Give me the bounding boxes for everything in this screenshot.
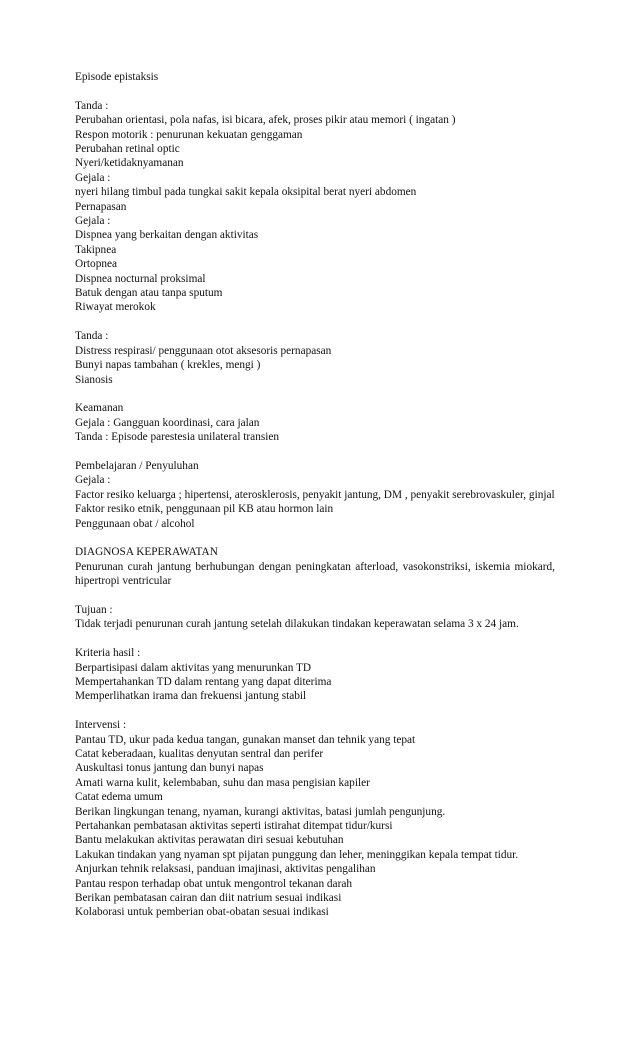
text-line: Bunyi napas tambahan ( krekles, mengi ): [75, 359, 261, 372]
text-line: Pantau respon terhadap obat untuk mengontrol tekanan darah: [75, 877, 352, 890]
blank-line: [75, 387, 555, 401]
text-line: Ortopnea: [75, 258, 118, 271]
document-page: [75, 70, 555, 920]
text-line: Auskultasi tonus jantung dan bunyi napas: [75, 762, 264, 775]
blank-line: [75, 704, 555, 718]
text-line: Berpartisipasi dalam aktivitas yang menurunkan TD: [75, 661, 312, 674]
blank-line: [75, 531, 555, 545]
text-line: Kolaborasi untuk pemberian obat-obatan sesuai indikasi: [75, 906, 329, 919]
text-line: Faktor resiko etnik, penggunaan pil KB atau hormon lain: [75, 503, 334, 516]
text-line: Nyeri/ketidaknyamanan: [75, 157, 184, 170]
text-line: Bantu melakukan aktivitas perawatan diri sesuai kebutuhan: [75, 834, 344, 847]
blank-line: [75, 632, 555, 646]
text-line: Episode epistaksis: [75, 71, 159, 83]
text-line: Keamanan: [75, 402, 124, 415]
text-line: Factor resiko keluarga ; hipertensi, aterosklerosis, penyakit jantung, DM , penyakit serebrovaskuler, ginjal: [75, 488, 555, 501]
blank-line: [75, 315, 555, 329]
text-line: Riwayat merokok: [75, 301, 156, 314]
text-line: Gejala :: [75, 215, 111, 228]
text-line: Sianosis: [75, 373, 113, 386]
text-line: Intervensi :: [75, 719, 127, 732]
text-line: Respon motorik : penurunan kekuatan genggaman: [75, 128, 303, 141]
text-line: Gejala :: [75, 171, 111, 184]
text-line: Gejala :: [75, 474, 111, 487]
text-line: Berikan pembatasan cairan dan diit natrium sesuai indikasi: [75, 892, 342, 905]
text-line: Catat edema umum: [75, 791, 163, 804]
text-line: Tanda :: [75, 330, 109, 343]
text-line: Amati warna kulit, kelembaban, suhu dan masa pengisian kapiler: [75, 776, 370, 789]
text-line: Pertahankan pembatasan aktivitas seperti istirahat ditempat tidur/kursi: [75, 820, 393, 832]
text-line: Tidak terjadi penurunan curah jantung setelah dilakukan tindakan keperawatan selama 3 x 24 jam.: [75, 618, 519, 631]
text-line: Perubahan orientasi, pola nafas, isi bicara, afek, proses pikir atau memori ( ingatan ): [75, 114, 456, 127]
text-line: Berikan lingkungan tenang, nyaman, kurangi aktivitas, batasi jumlah pengunjung.: [75, 805, 446, 818]
text-line: Penurunan curah jantung berhubungan dengan peningkatan afterload, vasokonstriksi, iskemia miokard, hipertropi ventricular: [75, 560, 555, 588]
text-line: Anjurkan tehnik relaksasi, panduan imajinasi, aktivitas pengalihan: [75, 863, 376, 876]
text-line: Perubahan retinal optic: [75, 143, 180, 156]
text-line: Tanda :: [75, 99, 109, 112]
text-line: Pantau TD, ukur pada kedua tangan, gunakan manset dan tehnik yang tepat: [75, 733, 416, 746]
text-line: Distress respirasi/ penggunaan otot aksesoris pernapasan: [75, 344, 332, 357]
text-line: Takipnea: [75, 243, 117, 256]
text-line: Mempertahankan TD dalam rentang yang dapat diterima: [75, 675, 332, 688]
text-line: Tanda : Episode parestesia unilateral transien: [75, 431, 280, 444]
blank-line: [75, 84, 555, 98]
text-line: DIAGNOSA KEPERAWATAN: [75, 546, 218, 559]
text-line: Pembelajaran / Penyuluhan: [75, 459, 199, 472]
text-line: Tujuan :: [75, 603, 113, 616]
text-line: Dispnea yang berkaitan dengan aktivitas: [75, 229, 259, 242]
text-line: Penggunaan obat / alcohol: [75, 517, 195, 530]
text-line: Dispnea nocturnal proksimal: [75, 272, 206, 285]
blank-line: [75, 445, 555, 459]
blank-line: [75, 589, 555, 603]
text-line: Batuk dengan atau tanpa sputum: [75, 287, 223, 300]
text-line: Lakukan tindakan yang nyaman spt pijatan punggung dan leher, meninggikan kepala tempat tidur.: [75, 848, 519, 861]
text-line: Catat keberadaan, kualitas denyutan sentral dan perifer: [75, 747, 324, 760]
text-line: Pernapasan: [75, 200, 127, 213]
text-line: Gejala : Gangguan koordinasi, cara jalan: [75, 416, 260, 429]
text-line: nyeri hilang timbul pada tungkai sakit kepala oksipital berat nyeri abdomen: [75, 186, 417, 199]
text-line: Memperlihatkan irama dan frekuensi jantung stabil: [75, 690, 307, 703]
text-line: Kriteria hasil :: [75, 647, 141, 660]
